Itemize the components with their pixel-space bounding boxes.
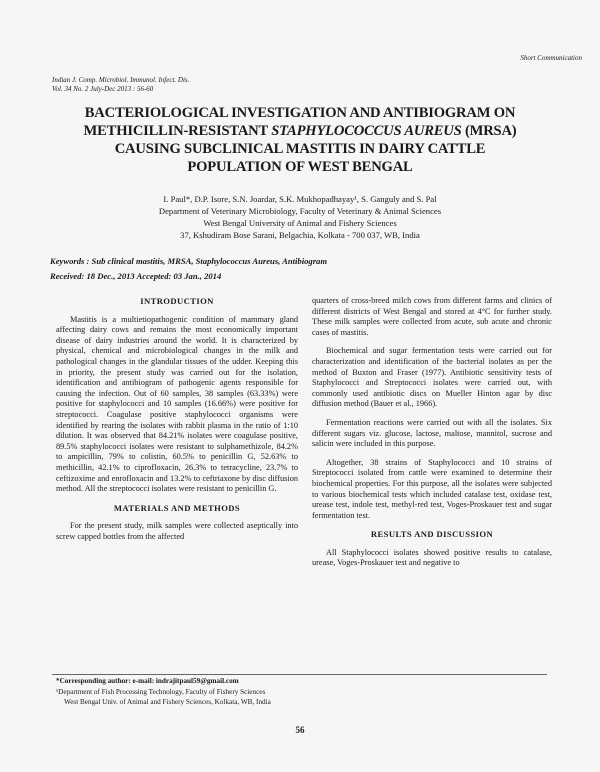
title-line-3: CAUSING SUBCLINICAL MASTITIS IN DAIRY CATTLE: [114, 141, 486, 157]
footnotes: [56, 676, 546, 708]
paragraph-biochemical: Biochemical and sugar fermentation tests were carried out for characterization and identification of the bacterial isolates as per the method of Buxton and Fraser (1977). Antibiotic sensitivity tests of Staphylococci and Streptococci isolates were carried out, with commonly used antibiotic discs on Mueller Hinton agar by disc diffusion method (Bauer et al., 1966).: [312, 346, 552, 409]
received-dates: Received: 18 Dec., 2013 Accepted: 03 Jan., 2014: [50, 271, 222, 281]
footnote-affiliation-2: West Bengal Univ. of Animal and Fishery Sciences, Kolkata, WB, India: [64, 698, 271, 706]
page-number: 56: [295, 725, 305, 735]
right-column: [312, 296, 552, 577]
section-tag: Short Communication: [520, 54, 582, 62]
corresponding-author: *Corresponding author: e-mail: indrajitpaul59@gmail.com: [56, 677, 239, 685]
paragraph-samples: quarters of cross-breed milch cows from different farms and clinics of different districts of West Bengal and stored at 4°C for further study. These milk samples were collected from acute, sub acute and chronic cases of mastitis.: [312, 296, 552, 337]
title-line-2: METHICILLIN-RESISTANT STAPHYLOCOCCUS AUREUS (MRSA): [83, 123, 517, 139]
organism-name: STAPHYLOCOCCUS AUREUS: [271, 123, 462, 139]
journal-name: Indian J. Comp. Microbiol. Immunol. Infect. Dis.: [52, 76, 190, 84]
paragraph-fermentation: Fermentation reactions were carried out with all the isolates. Six different sugars viz. glucose, lactose, maltose, mannitol, sucrose and salicin were included in this purpose.: [312, 417, 552, 449]
introduction-heading: INTRODUCTION: [140, 296, 214, 306]
footnote-divider: [52, 674, 547, 675]
affiliation-line-2: West Bengal University of Animal and Fishery Sciences: [203, 218, 397, 228]
keywords: Keywords : Sub clinical mastitis, MRSA, Staphylococcus Aureus, Antibiogram: [50, 256, 328, 266]
methods-heading: MATERIALS AND METHODS: [113, 502, 241, 513]
article-title: [40, 104, 560, 176]
methods-paragraph: For the present study, milk samples were collected aseptically into screw capped bottles from the affected: [56, 521, 298, 541]
paragraph-strains: Altogether, 38 strains of Staphylococci and 10 strains of Streptococci isolated from cattle were examined to determine their biochemical properties. For this purpose, all the isolates were subjected to various biochemical tests which included catalase test, oxidase test, urease test, indole test, methyl-red test, Voges-Proskauer test and sugar fermentation test.: [312, 457, 552, 520]
journal-volume: Vol. 34 No. 2 July-Dec 2013 : 56-60: [52, 85, 154, 93]
journal-citation: [52, 76, 272, 94]
results-paragraph: All Staphylococci isolates showed positive results to catalase, urease, Voges-Proskauer test and negative to: [312, 547, 552, 568]
left-column: [56, 296, 298, 550]
title-line-1: BACTERIOLOGICAL INVESTIGATION AND ANTIBIOGRAM ON: [84, 105, 516, 121]
results-heading: RESULTS AND DISCUSSION: [370, 529, 494, 540]
introduction-paragraph: Mastitis is a multietiopathogenic condition of mammary gland affecting dairy cows and remains the most economically important disease of dairy industries around the world. It is characterized by physical, chemical and microbiological changes in the milk and pathological changes in the glandular tissues of the udder. Keeping this in priority, the present study was carried out for the isolation, identification and antibiogram of pathogenic agents responsible for causing the infection. Out of 60 samples, 38 samples (63.33%) were positive for staphylococci and 10 samples (16.66%) were positive for streptococci. Coagulase positive staphylococci organisms were identified by rearing the isolates with rabbit plasma in the ratio of 1:10 dilution. It was observed that 84.21% isolates were coagulase positive, 89.5% staphylococci isolates were resistant to sulphamethizole, 84.2% to ampicillin, 79% to colistin, 60.5% to penicillin G, 52.63% to methicillin, 42.1% to ciprofloxacin, 26.3% to tetracycline, 23.7% to ceftizoxime and enrofloxacin and 13.2% to ceftriaxone by disc diffusion method. All the streptococci isolates were resistant to penicillin G.: [56, 314, 298, 494]
affiliation-line-1: Department of Veterinary Microbiology, Faculty of Veterinary & Animal Sciences: [158, 206, 442, 216]
title-line-4: POPULATION OF WEST BENGAL: [187, 159, 413, 175]
author-names: I. Paul*, D.P. Isore, S.N. Joardar, S.K. Mukhopadhayay¹, S. Ganguly and S. Pal: [163, 194, 437, 204]
footnote-affiliation-1: ¹Department of Fish Processing Technology, Faculty of Fishery Sciences: [56, 687, 266, 696]
author-block: [40, 193, 560, 241]
affiliation-line-3: 37, Kshudiram Bose Sarani, Belgachia, Kolkata - 700 037, WB, India: [180, 230, 420, 240]
